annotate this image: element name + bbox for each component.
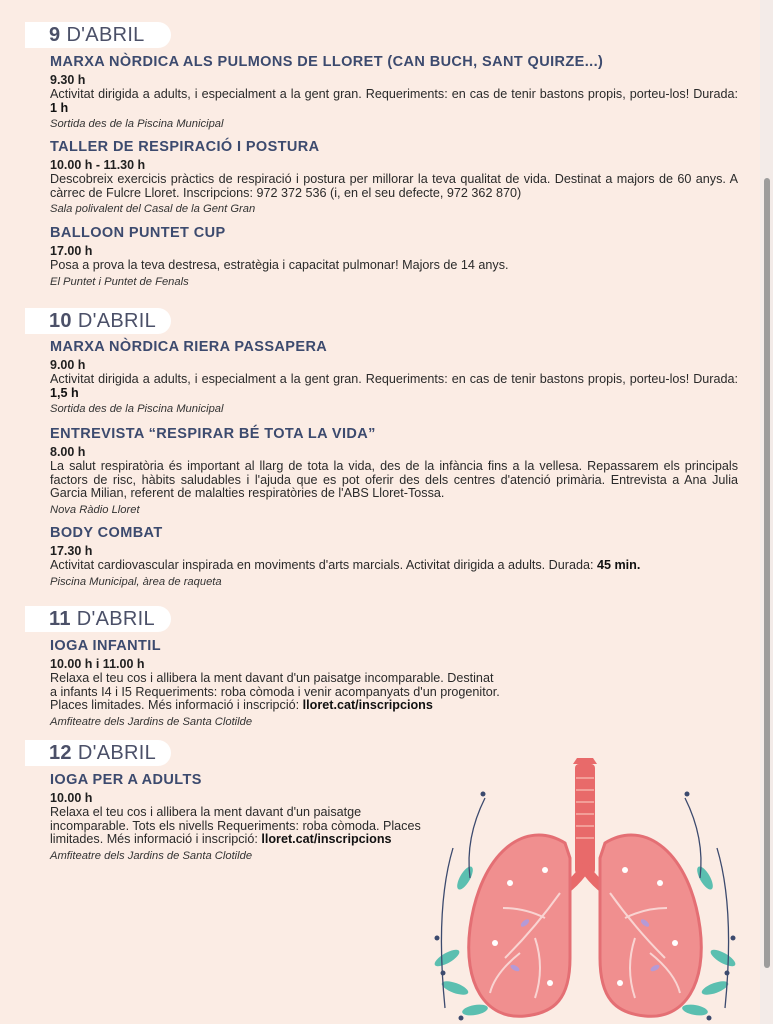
left-lung	[469, 835, 570, 1016]
event-description: Relaxa el teu cos i allibera la ment davant d'un paisatge incomparable. Tots els nivells Requeriments: roba còmoda. Places limitades. Més informació i inscripció: lloret.cat/inscripcions	[50, 805, 421, 846]
event-time: 10.00 h - 11.30 h	[50, 158, 146, 172]
event-place: Amfiteatre dels Jardins de Santa Clotilde	[50, 715, 253, 728]
event-body-combat	[50, 524, 738, 589]
event-time: 10.00 h	[50, 791, 93, 805]
right-lung	[600, 835, 701, 1016]
trachea	[573, 758, 597, 874]
day-number: 10	[49, 309, 72, 332]
scrollbar-thumb[interactable]	[764, 178, 770, 968]
day-month: D'ABRIL	[77, 309, 157, 332]
event-time: 9.00 h	[50, 358, 86, 372]
event-entrevista	[50, 425, 738, 517]
event-title: MARXA NÒRDICA ALS PULMONS DE LLORET (CAN BUCH, SANT QUIRZE...)	[50, 54, 604, 70]
event-marxa-riera	[50, 338, 738, 416]
day-number: 12	[49, 741, 72, 764]
event-title: ENTREVISTA “RESPIRAR BÉ TOTA LA VIDA”	[50, 426, 376, 442]
event-marxa-pulmons	[50, 53, 738, 131]
event-place: Amfiteatre dels Jardins de Santa Clotilde	[50, 849, 253, 862]
event-description: Relaxa el teu cos i allibera la ment davant d'un paisatge incomparable. Destinat a infants I4 i I5 Requeriments: roba còmoda i venir acompanyats d'un progenitor. Places limitades. Més informació i inscripció: lloret.cat/inscripcions	[50, 671, 500, 712]
event-place: Sortida des de la Piscina Municipal	[50, 118, 224, 130]
event-description: Activitat dirigida a adults, i especialment a la gent gran. Requeriments: en cas de tenir bastons propis, porteu-los! Durada: 1,5 h	[50, 372, 738, 400]
event-description: La salut respiratòria és important al llarg de tota la vida, des de la infància fins a la vellesa. Repassarem els principals factors de risc, hàbits saludables i l'ajuda que es pot oferir des dels centres d'atenció primària. Entrevista a Ana Julia Garcia Milian, referent de malalties respiratòries de l'ABS Lloret-Tossa.	[50, 459, 738, 500]
event-place: Sortida des de la Piscina Municipal	[50, 403, 224, 415]
event-description: Posa a prova la teva destresa, estratègia i capacitat pulmonar! Majors de 14 anys.	[50, 258, 509, 272]
event-description: Activitat cardiovascular inspirada en moviments d'arts marcials. Activitat dirigida a adults. Durada: 45 min.	[50, 558, 641, 572]
day-header-12	[25, 740, 171, 766]
event-time: 17.00 h	[50, 244, 93, 258]
inscripcions-link[interactable]: lloret.cat/inscripcions	[302, 698, 433, 712]
day-header-10	[25, 308, 171, 334]
event-place: Sala polivalent del Casal de la Gent Gran	[50, 203, 256, 215]
event-title: BALLOON PUNTET CUP	[50, 225, 226, 241]
event-title: BODY COMBAT	[50, 525, 163, 541]
lungs-illustration	[425, 758, 745, 1024]
inscripcions-link[interactable]: lloret.cat/inscripcions	[261, 832, 392, 846]
day-number: 11	[49, 607, 71, 630]
event-description: Descobreix exercicis pràctics de respiració i postura per millorar la teva qualitat de vida. Destinat a majors de 60 anys. A càrrec de Fulcre Lloret. Inscripcions: 972 372 536 (i, en el seu defecte, 972 362 870)	[50, 172, 738, 200]
event-time: 9.30 h	[50, 73, 86, 87]
event-place: Nova Ràdio Lloret	[50, 503, 140, 516]
event-taller-respiracio	[50, 138, 738, 216]
event-time: 10.00 h i 11.00 h	[50, 657, 145, 671]
event-place: El Puntet i Puntet de Fenals	[50, 275, 189, 288]
day-header-11	[25, 606, 171, 632]
scrollbar[interactable]	[760, 0, 773, 1024]
event-place: Piscina Municipal, àrea de raqueta	[50, 575, 222, 588]
day-month: D'ABRIL	[76, 607, 155, 630]
event-balloon-puntet	[50, 224, 738, 289]
event-title: IOGA PER A ADULTS	[50, 772, 202, 788]
event-title: TALLER DE RESPIRACIÓ I POSTURA	[50, 139, 320, 155]
day-number: 9	[49, 23, 61, 46]
event-ioga-infantil	[50, 637, 570, 729]
event-time: 17.30 h	[50, 544, 93, 558]
event-description: Activitat dirigida a adults, i especialment a la gent gran. Requeriments: en cas de tenir bastons propis, porteu-los! Durada: 1 h	[50, 87, 738, 115]
event-ioga-adults	[50, 771, 462, 863]
event-title: IOGA INFANTIL	[50, 638, 161, 654]
event-title: MARXA NÒRDICA RIERA PASSAPERA	[50, 339, 328, 355]
event-time: 8.00 h	[50, 445, 86, 459]
day-month: D'ABRIL	[66, 23, 145, 46]
day-month: D'ABRIL	[77, 741, 157, 764]
day-header-9	[25, 22, 171, 48]
